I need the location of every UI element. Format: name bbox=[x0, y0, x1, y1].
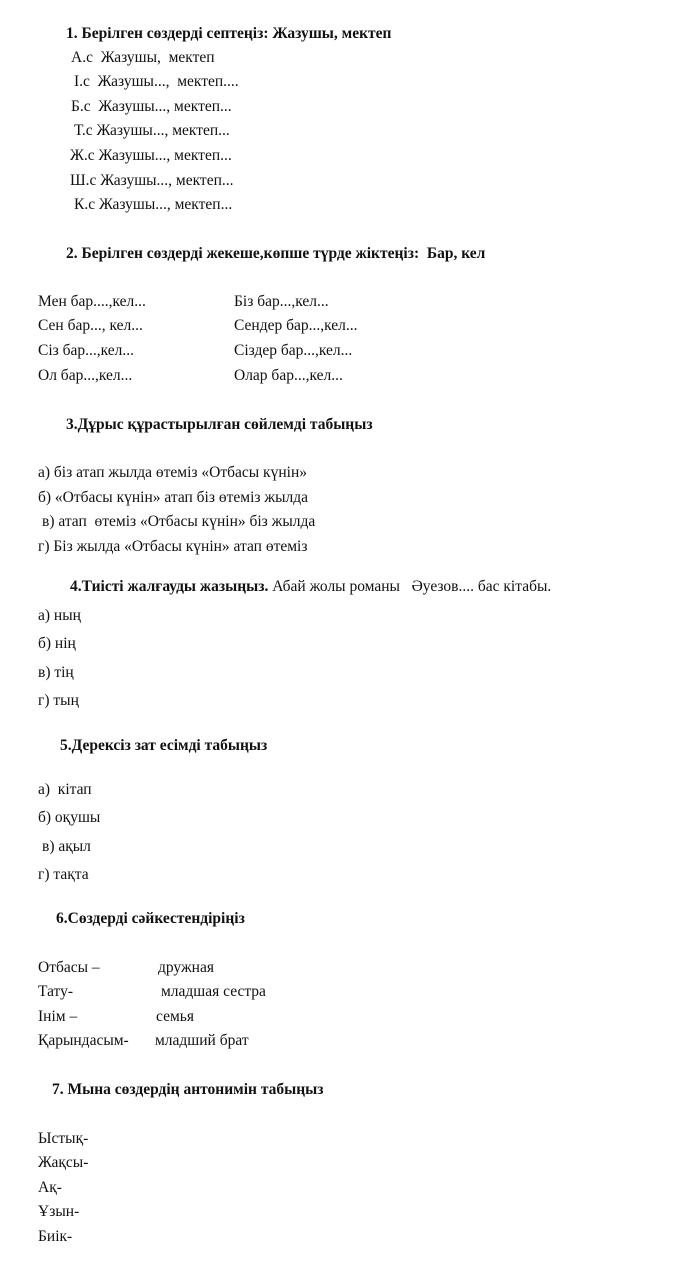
q2-right-line: Сіздер бар...,кел... bbox=[234, 342, 353, 359]
q6-left-word: Тату- bbox=[38, 983, 74, 1000]
question-4-title bbox=[70, 577, 551, 597]
q1-line: Т.с Жазушы..., мектеп... bbox=[74, 122, 230, 139]
q6-right-word: младший брат bbox=[155, 1032, 249, 1049]
q7-word: Биік- bbox=[38, 1228, 73, 1245]
q5-option: в) ақыл bbox=[42, 838, 91, 855]
q1-line: Б.с Жазушы..., мектеп... bbox=[71, 98, 232, 115]
question-7-title: 7. Мына сөздердің антонимін табыңыз bbox=[52, 1081, 324, 1098]
q1-line: К.с Жазушы..., мектеп... bbox=[74, 196, 233, 213]
q4-option: в) тің bbox=[38, 664, 74, 681]
q4-option: г) тың bbox=[38, 692, 79, 709]
q6-left-word: Інім – bbox=[38, 1008, 78, 1025]
q3-option: а) біз атап жылда өтеміз «Отбасы күнін» bbox=[38, 464, 307, 481]
q6-right-word: семья bbox=[156, 1008, 194, 1025]
q3-option: в) атап өтеміз «Отбасы күнін» біз жылда bbox=[42, 513, 316, 530]
question-3-title: 3.Дұрыс құрастырылған сөйлемді табыңыз bbox=[66, 416, 373, 433]
q4-title-bold: 4.Тиісті жалғауды жазыңыз. bbox=[70, 578, 269, 595]
q5-option: б) оқушы bbox=[38, 809, 101, 826]
q3-option: б) «Отбасы күнін» атап біз өтеміз жылда bbox=[38, 489, 308, 506]
q4-option: б) нің bbox=[38, 635, 76, 652]
question-6-title: 6.Сөздерді сәйкестендіріңіз bbox=[56, 910, 245, 927]
q2-right-line: Сендер бар...,кел... bbox=[234, 317, 358, 334]
question-2-title: 2. Берілген сөздерді жекеше,көпше түрде жіктеңіз: Бар, кел bbox=[66, 245, 486, 262]
q6-right-word: дружная bbox=[158, 959, 214, 976]
q4-sentence: Абай жолы романы Әуезов.... бас кітабы. bbox=[268, 578, 552, 595]
q6-left-word: Қарындасым- bbox=[38, 1032, 129, 1049]
q3-option: г) Біз жылда «Отбасы күнін» атап өтеміз bbox=[38, 538, 308, 555]
q7-word: Жақсы- bbox=[38, 1154, 89, 1171]
q1-line: Ж.с Жазушы..., мектеп... bbox=[70, 147, 232, 164]
q4-option: а) ның bbox=[38, 607, 81, 624]
q6-left-word: Отбасы – bbox=[38, 959, 100, 976]
q5-option: а) кітап bbox=[38, 781, 92, 798]
q6-right-word: младшая сестра bbox=[161, 983, 266, 1000]
q2-left-line: Сен бар..., кел... bbox=[38, 317, 143, 334]
q2-left-line: Сіз бар...,кел... bbox=[38, 342, 135, 359]
question-1-title: 1. Берілген сөздерді септеңіз: Жазушы, мектеп bbox=[66, 25, 392, 42]
q7-word: Ұзын- bbox=[38, 1203, 80, 1220]
q7-word: Ыстық- bbox=[38, 1130, 89, 1147]
q2-right-line: Олар бар...,кел... bbox=[234, 367, 343, 384]
q2-right-line: Біз бар...,кел... bbox=[234, 293, 329, 310]
q2-left-line: Ол бар...,кел... bbox=[38, 367, 133, 384]
q1-line: І.с Жазушы..., мектеп.... bbox=[74, 73, 239, 90]
q5-option: г) тақта bbox=[38, 866, 89, 883]
q1-line: А.с Жазушы, мектеп bbox=[71, 49, 215, 66]
q7-word: Ақ- bbox=[38, 1179, 62, 1196]
question-5-title: 5.Дерексіз зат есімді табыңыз bbox=[60, 737, 268, 754]
q1-line: Ш.с Жазушы..., мектеп... bbox=[70, 172, 234, 189]
q2-left-line: Мен бар....,кел... bbox=[38, 293, 146, 310]
